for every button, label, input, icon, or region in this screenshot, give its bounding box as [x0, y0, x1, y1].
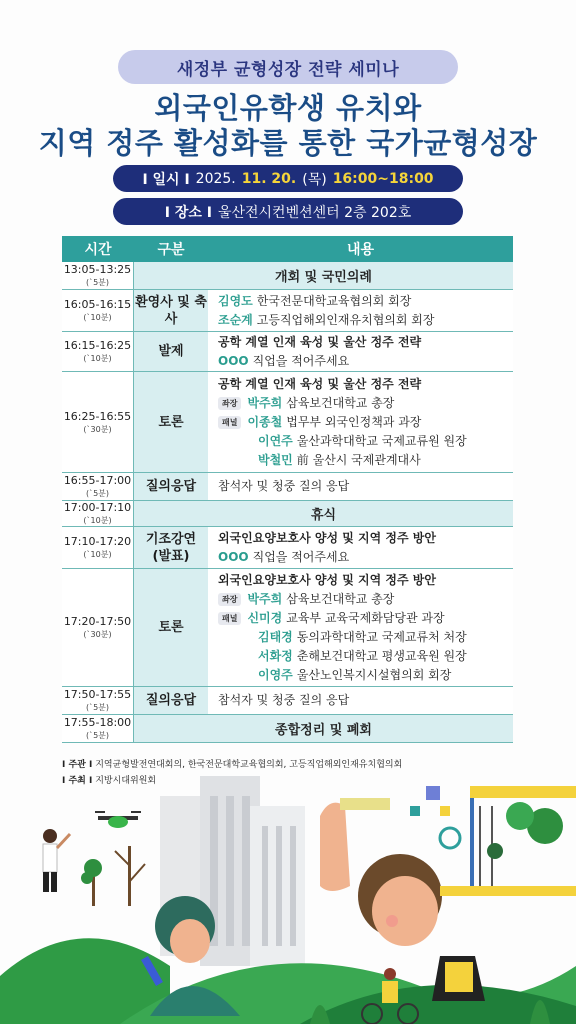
date-pill [113, 165, 463, 192]
full-cell: 종합정리 및 폐회 [134, 715, 513, 742]
full-cell: 개회 및 국민의례 [134, 262, 513, 289]
date-label: I 일시 I [142, 171, 190, 188]
time-cell [62, 473, 134, 500]
speaker-affiliation: 삼육보건대학교 총장 [286, 395, 395, 410]
speaker-affiliation: 교육부 교육국제화담당관 과장 [286, 610, 445, 625]
duration-text: (`5분) [85, 703, 110, 712]
venue-label: I 장소 I [164, 204, 212, 221]
time-text: 17:10-17:20 [63, 535, 132, 548]
section-cell: 토론 [134, 569, 208, 686]
time-cell [62, 332, 134, 371]
topic-text: 외국인요양보호사 양성 및 지역 정주 방안 [218, 530, 436, 545]
duration-text: (`5분) [85, 731, 110, 740]
content-cell [208, 332, 513, 371]
table-row [62, 290, 513, 332]
table-row [62, 372, 513, 473]
speaker-name: 박주희 [247, 395, 283, 410]
duration-text: (`5분) [85, 489, 110, 498]
content-cell [208, 569, 513, 686]
content-cell [208, 527, 513, 568]
section-cell: 질의응답 [134, 687, 208, 714]
speaker-affiliation: 울산노인복지시설협의회 회장 [296, 667, 452, 682]
content-cell: 참석자 및 청중 질의 응답 [208, 687, 513, 714]
city-illustration [0, 776, 576, 1024]
table-header [62, 236, 513, 262]
time-text: 16:15-16:25 [63, 339, 132, 352]
time-text: 17:00-17:10 [63, 501, 132, 514]
title-line-2: 지역 정주 활성화를 통한 국가균형성장 [38, 126, 538, 160]
time-text: 17:20-17:50 [63, 615, 132, 628]
time-cell [62, 290, 134, 331]
venue-text: 울산전시컨벤션센터 2층 202호 [217, 204, 412, 221]
time-cell [62, 527, 134, 568]
time-text: 16:05-16:15 [63, 298, 132, 311]
header-time: 시간 [84, 242, 112, 258]
organizer-label: I 주최 I [62, 776, 93, 786]
time-text: 16:25-16:55 [63, 409, 132, 423]
section-cell: 환영사 및 축사 [134, 290, 208, 331]
host-label: I 주관 I [62, 760, 93, 770]
speaker-name: 박철민 [258, 452, 293, 467]
speaker-name: 박주희 [247, 591, 283, 606]
speaker-affiliation: 법무부 외국인정책과 과장 [286, 414, 422, 429]
speaker-name: 이영주 [258, 667, 293, 682]
section-cell: 토론 [134, 372, 208, 472]
duration-text: (`30분) [83, 630, 112, 639]
speaker-name: 김태경 [258, 629, 293, 644]
program-table [62, 236, 513, 743]
speaker-affiliation: 동의과학대학교 국제교류처 처장 [296, 629, 467, 644]
time-cell [62, 501, 134, 526]
duration-text: (`10분) [83, 550, 112, 559]
section-line: 기조강연 [145, 531, 197, 547]
section-line: (발표) [152, 548, 190, 564]
date-time: 16:00~18:00 [332, 170, 434, 187]
speaker-name: 신미경 [247, 610, 283, 625]
time-cell [62, 569, 134, 686]
speaker-name: 서화정 [258, 648, 293, 663]
tree-icon [81, 859, 102, 906]
date-year: 2025. [195, 170, 236, 187]
decor-square [426, 786, 440, 800]
speaker-affiliation: 한국전문대학교육협의회 회장 [256, 293, 412, 308]
host-text: 지역균형발전연대회의, 한국전문대학교육협의회, 고등직업해외인재유치협의회 [95, 760, 403, 770]
time-cell [62, 715, 134, 742]
speaker-name: OOO [218, 549, 249, 564]
duration-text: (`10분) [83, 516, 112, 525]
venue-pill [113, 198, 463, 225]
duration-text: (`10분) [83, 313, 112, 322]
time-text: 13:05-13:25 [63, 263, 132, 276]
content-cell: 참석자 및 청중 질의 응답 [208, 473, 513, 500]
subtitle: 새정부 균형성장 전략 세미나 [176, 59, 400, 80]
speaker-name: 이연주 [258, 433, 293, 448]
speaker-affiliation: 삼육보건대학교 총장 [286, 591, 395, 606]
organizer-text: 지방시대위원회 [95, 776, 157, 786]
tree-icon [115, 846, 145, 906]
speaker-job: 직업을 적어주세요 [252, 549, 350, 564]
speaker-name: OOO [218, 353, 249, 368]
full-cell: 휴식 [134, 501, 513, 526]
speaker-job: 직업을 적어주세요 [252, 353, 350, 368]
chair-tag: 좌장 [218, 397, 241, 410]
table-row [62, 501, 513, 527]
time-text: 17:50-17:55 [63, 688, 132, 701]
drone-icon [95, 812, 141, 828]
subtitle-pill [118, 50, 458, 84]
content-cell [208, 290, 513, 331]
recycle-icon [440, 828, 460, 848]
speaker-affiliation: 고등직업해외인재유치협의회 회장 [256, 312, 435, 327]
date-month-day: 11. 20. [241, 170, 297, 187]
time-text: 16:55-17:00 [63, 474, 132, 487]
table-row [62, 687, 513, 715]
section-cell [134, 527, 208, 568]
decor-square [410, 806, 420, 816]
section-cell: 발제 [134, 332, 208, 371]
chair-tag: 좌장 [218, 593, 241, 606]
speaker-name: 이종철 [247, 414, 283, 429]
table-row [62, 332, 513, 372]
table-row [62, 473, 513, 501]
topic-text: 공학 계열 인재 육성 및 울산 정주 전략 [218, 376, 422, 391]
panel-tag: 패널 [218, 416, 241, 429]
person-figure [43, 829, 70, 892]
panel-tag: 패널 [218, 612, 241, 625]
speaker-affiliation: 춘해보건대학교 평생교육원 원장 [296, 648, 467, 663]
section-cell: 질의응답 [134, 473, 208, 500]
topic-text: 공학 계열 인재 육성 및 울산 정주 전략 [218, 334, 422, 349]
speaker-affiliation: 울산과학대학교 국제교류원 원장 [296, 433, 467, 448]
table-row [62, 569, 513, 687]
speaker-name: 조순계 [218, 312, 253, 327]
woman-figure [320, 798, 442, 946]
date-weekday: (목) [302, 171, 327, 188]
duration-text: (`5분) [85, 278, 110, 287]
duration-text: (`30분) [83, 424, 112, 434]
table-row [62, 715, 513, 743]
table-row [62, 262, 513, 290]
content-cell [208, 372, 513, 472]
table-row [62, 527, 513, 569]
time-text: 17:55-18:00 [63, 716, 132, 729]
title-line-1: 외국인유학생 유치와 [154, 91, 422, 125]
time-cell [62, 687, 134, 714]
time-cell [62, 262, 134, 289]
speaker-name: 김영도 [218, 293, 253, 308]
header-section: 구분 [157, 242, 185, 258]
topic-text: 외국인요양보호사 양성 및 지역 정주 방안 [218, 572, 436, 587]
decor-square [440, 806, 450, 816]
duration-text: (`10분) [83, 354, 112, 363]
time-cell [62, 372, 134, 472]
header-content: 내용 [346, 242, 375, 258]
speaker-affiliation: 前 울산시 국제관계대사 [296, 452, 421, 467]
